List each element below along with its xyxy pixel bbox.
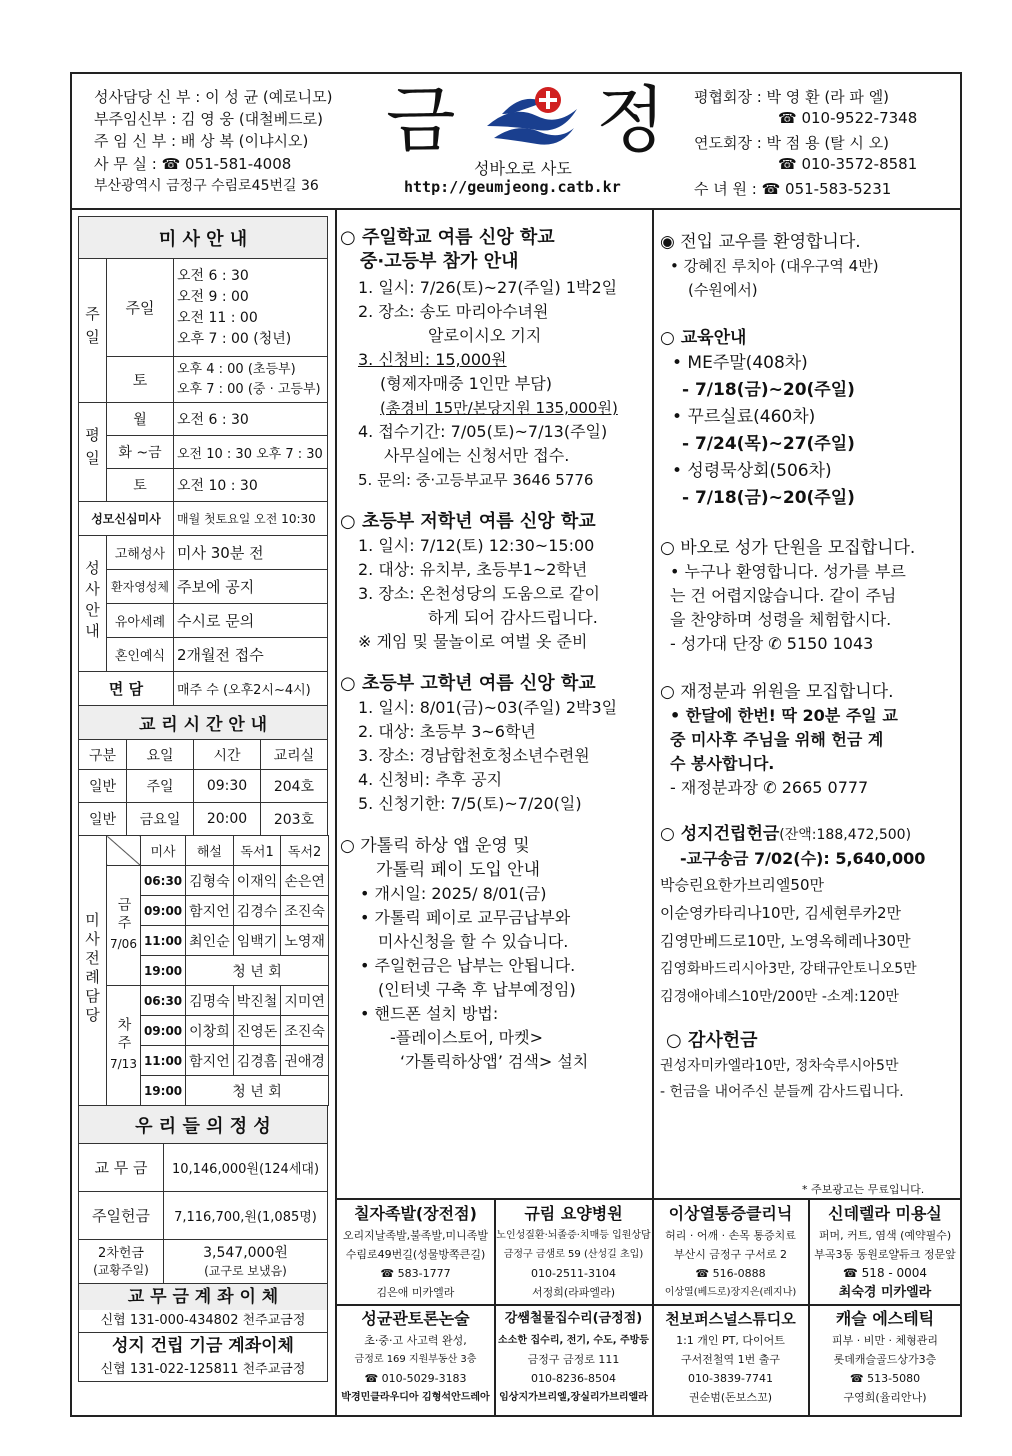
account-title-2: 성지 건립 기금 계좌이체: [112, 1336, 294, 1356]
donor-line: 박승린요한가브리엘50만: [660, 876, 824, 894]
shrine-fund-title-row: [660, 822, 956, 847]
ad-line: 롯데캐슬골드상가3층: [833, 1353, 937, 1366]
saturday-vigil-label: 토: [107, 357, 174, 403]
sunday-times: 오전 6 : 30 오전 9 : 00 오전 11 : 00 오후 7 : 00 (청년): [174, 259, 328, 357]
notice-line: 5. 문의: 중·고등부교무 3646 5776: [358, 471, 594, 489]
duty-header: 독서1: [233, 836, 281, 866]
notice-line: 1. 일시: 7/12(토) 12:30~15:00: [358, 536, 595, 555]
ad-line: ☎ 516-0888: [695, 1267, 766, 1280]
duty-mass-time: 11:00: [140, 1046, 185, 1076]
sacrament-info: 미사 30분 전: [174, 536, 328, 570]
donor-line: - 헌금을 내어주신 분들께 감사드립니다.: [660, 1084, 904, 1100]
upper-elementary-title: ○ 초등부 고학년 여름 신앙 학교: [340, 673, 596, 694]
notice-line: 사무실에는 신청서만 접수.: [384, 446, 570, 465]
counsel-label: 면 담: [79, 672, 174, 706]
notice-line: 3. 신청비: 15,000원: [358, 350, 507, 369]
title-left: 금: [386, 78, 456, 162]
duty-header: 독서2: [281, 836, 329, 866]
catechism-cell: 09:30: [194, 770, 261, 803]
notice-line: • 주일헌금은 납부는 안됩니다.: [360, 956, 576, 975]
duty-person: 조진숙: [281, 896, 329, 926]
finance-title: ○ 재정분과 위원을 모집합니다.: [660, 682, 894, 702]
parish-logo-icon: [482, 84, 582, 154]
weekday-side-label: 평일: [79, 403, 107, 502]
notice-line: ※ 게임 및 물놀이로 여벌 옷 준비: [358, 632, 588, 651]
ad-name: 이상열통증클리닉: [668, 1204, 793, 1223]
notice-line: • 꾸르실료(460차): [672, 407, 816, 427]
notice-line: • 성령묵상회(506차): [672, 461, 832, 481]
ad-name: 강쌤철물집수리(금정점): [504, 1311, 643, 1326]
table-row: [79, 803, 328, 836]
notice-line: 미사신청을 할 수 있습니다.: [378, 932, 569, 951]
header-divider: [72, 208, 960, 210]
ad-line: 구영희(율리안나): [843, 1391, 927, 1404]
notice-line: • 개시일: 2025/ 8/01(금): [360, 884, 547, 903]
ad-line: 서정희(라파엘라): [532, 1286, 615, 1299]
ad-card: [496, 1202, 651, 1302]
ad-line: ☎ 010-5029-3183: [364, 1372, 467, 1385]
legion-president: 연도회장 : 박 점 용 (탈 시 오): [694, 134, 890, 152]
clergy-line-3: 주 임 신 부 : 배 상 복 (이냐시오): [94, 132, 309, 150]
legion-president-phone: ☎ 010-3572-8581: [778, 155, 918, 173]
sacraments-side-label: 성사안내: [79, 536, 107, 672]
next-week-label: 차주 7/13: [107, 986, 141, 1106]
notice-line: -플레이스토어, 마켓>: [390, 1028, 543, 1047]
ad-name: 캐슬 에스테틱: [835, 1309, 935, 1328]
duty-side-label: 미사전례담당: [79, 836, 107, 1106]
notice-line: • 핸드폰 설치 방법:: [360, 1004, 499, 1023]
marian-mass-time: 매월 첫토요일 오전 10:30: [174, 502, 328, 536]
ad-line: 010-2511-3104: [531, 1267, 616, 1280]
ad-card: [654, 1202, 807, 1302]
ad-card: [496, 1307, 651, 1407]
donor-line: 김영만베드로10만, 노영옥헤레나30만: [660, 932, 911, 950]
convent-phone: 수 녀 원 : ☎ 051-583-5231: [694, 180, 892, 198]
duty-person: 김경흠: [233, 1046, 281, 1076]
sacrament-name: 혼인예식: [107, 638, 174, 672]
ad-line: 김은애 미카엘라: [376, 1286, 455, 1299]
duty-mass-time: 11:00: [140, 926, 185, 956]
duty-person: 진영돈: [233, 1016, 281, 1046]
duty-header: 미사: [140, 836, 185, 866]
saturday-time: 오전 10 : 30: [174, 469, 328, 502]
ad-name: 신데렐라 미용실: [828, 1204, 942, 1223]
catechism-header: 구분: [79, 740, 127, 770]
duty-person: 함지언: [186, 896, 234, 926]
offering-title: 우 리 들 의 정 성: [79, 1106, 328, 1144]
notice-line: 는 건 어렵지않습니다. 같이 주님: [670, 586, 897, 605]
notice-line: 2. 대상: 초등부 3~6학년: [358, 722, 536, 741]
clergy-line-2: 부주임신부 : 김 영 웅 (대철베드로): [94, 110, 323, 128]
duty-person: 조진숙: [281, 1016, 329, 1046]
ad-line: 010-3839-7741: [688, 1372, 773, 1385]
duty-person: 이재익: [233, 866, 281, 896]
donor-line: 김경애아녜스10만/200만 -소계:120만: [660, 989, 899, 1005]
summer-school-title-1: ○ 주일학교 여름 신앙 학교: [340, 227, 555, 248]
account-number-2: 신협 131-022-125811 천주교금정: [100, 1362, 306, 1377]
duty-person: 최인순: [186, 926, 234, 956]
ad-line: 노인성질환·뇌졸증·치매등 입원상담: [496, 1230, 651, 1241]
duty-person: 노영재: [281, 926, 329, 956]
catechism-header: 교리실: [260, 740, 327, 770]
donor-line: 권성자미카엘라10만, 정차숙루시아5만: [660, 1058, 899, 1074]
mass-schedule-table: [78, 216, 328, 706]
duty-person: 김명숙: [186, 986, 234, 1016]
hasang-app-title-1: ○ 가톨릭 하상 앱 운영 및: [340, 836, 530, 856]
ad-line: ☎ 513-5080: [849, 1372, 921, 1385]
sunday-side-label: 주일: [79, 259, 107, 403]
shrine-fund-remit: -교구송금 7/02(수): 5,640,000: [680, 849, 926, 868]
saturday-vigil-times: 오후 4 : 00 (초등부) 오후 7 : 00 (중 · 고등부): [174, 357, 328, 403]
duty-header: 해설: [186, 836, 234, 866]
notice-line: 알로이시오 기지: [428, 326, 542, 345]
notice-line: • 가톨릭 페이로 교무금납부와: [360, 908, 571, 927]
sacrament-name: 유아세례: [107, 604, 174, 638]
notice-line: 2. 대상: 유치부, 초등부1~2학년: [358, 560, 588, 579]
catechism-cell: 주일: [127, 770, 194, 803]
shrine-fund-title: ○ 성지건립헌금: [660, 824, 780, 844]
sacrament-info: 수시로 문의: [174, 604, 328, 638]
patron-saint: 성바오로 사도: [474, 159, 572, 178]
ad-card: [654, 1307, 807, 1407]
ad-line: 이상열(베드로)장지은(레지나): [664, 1287, 797, 1298]
welcome-title: ◉ 전입 교우를 환영합니다.: [660, 232, 861, 252]
ad-card: [810, 1202, 960, 1302]
ad-line: 금정구 금샘로 59 (산성길 초입): [503, 1249, 644, 1260]
saturday-label: 토: [107, 469, 174, 502]
notice-line: • 한달에 한번! 딱 20분 주일 교: [670, 706, 898, 725]
notice-line: - 성가대 단장 ✆ 5150 1043: [670, 634, 874, 653]
catechism-title: 교 리 시 간 안 내: [79, 706, 328, 740]
ad-line: 허리 · 어깨 · 손목 통증치료: [665, 1229, 796, 1242]
notice-line: - 7/24(목)~27(주일): [682, 434, 855, 454]
shrine-fund-balance: (잔액:188,472,500): [779, 827, 912, 843]
notice-line: 1. 일시: 7/26(토)~27(주일) 1박2일: [358, 278, 618, 297]
catechism-cell: 일반: [79, 803, 127, 836]
ad-line: 금정구 금정로 111: [527, 1353, 620, 1366]
middle-divider: [652, 208, 654, 1198]
address: 부산광역시 금정구 수림로45번길 36: [94, 178, 319, 194]
notice-line: 수 봉사합니다.: [670, 754, 775, 773]
middle-column: [340, 226, 648, 1074]
monday-time: 오전 6 : 30: [174, 403, 328, 436]
notice-line: 4. 접수기간: 7/05(토)~7/13(주일): [358, 422, 608, 441]
ad-line: 퍼머, 커트, 염색 (예약필수): [818, 1229, 952, 1242]
account-number-1: 신협 131-000-434802 천주교금정: [79, 1310, 327, 1333]
notice-line: 하게 되어 감사드립니다.: [428, 608, 598, 627]
left-column: [78, 216, 328, 1382]
ad-line: 수림로49번길(성물방쪽큰길): [345, 1248, 486, 1261]
sacrament-name: 환자영성체: [107, 570, 174, 604]
ads-middle-divider: [337, 1304, 960, 1306]
ad-card: [338, 1202, 493, 1302]
hasang-app-title-2: 가톨릭 페이 도입 안내: [376, 860, 541, 880]
council-president: 평협회장 : 박 영 환 (라 파 엘): [694, 88, 890, 106]
duty-mass-time: 19:00: [140, 956, 185, 986]
duty-person: 이창희: [186, 1016, 234, 1046]
ad-line: 피부 · 비만 · 체형관리: [832, 1334, 938, 1347]
catechism-cell: 금요일: [127, 803, 194, 836]
notice-line: 중 미사후 주님을 위해 헌금 계: [670, 730, 884, 749]
this-week-label: 금주 7/06: [107, 866, 141, 986]
duty-mass-time: 06:30: [140, 866, 185, 896]
choir-title: ○ 바오로 성가 단원을 모집합니다.: [660, 538, 916, 558]
ad-name: 성균관토론논술: [361, 1309, 470, 1328]
notice-line: • ME주말(408차): [672, 353, 808, 373]
catechism-cell: 일반: [79, 770, 127, 803]
header: [72, 74, 960, 208]
offering-label: 교 무 금: [79, 1144, 164, 1192]
notice-line: ‘가톨릭하상앱’ 검색> 설치: [400, 1052, 589, 1071]
duty-person: 김경수: [233, 896, 281, 926]
notice-line: (수원에서): [688, 281, 758, 299]
youth-group: 청 년 회: [186, 956, 329, 986]
ad-line: 소소한 집수리, 전기, 수도, 주방등: [498, 1335, 649, 1346]
youth-group: 청 년 회: [186, 1076, 329, 1106]
notice-line: - 재정분과장 ✆ 2665 0777: [670, 778, 869, 797]
notice-line: • 강혜진 루치아 (대우구역 4반): [670, 257, 879, 275]
duty-corner: [107, 836, 141, 866]
ad-line: 임상지가브리엘,장실리가브리엘라: [499, 1392, 648, 1403]
duty-person: 박진철: [233, 986, 281, 1016]
summer-school-title-2: 중·고등부 참가 안내: [360, 251, 519, 272]
tue-fri-label: 화 ~금: [107, 436, 174, 469]
duty-mass-time: 19:00: [140, 1076, 185, 1106]
duty-person: 손은연: [281, 866, 329, 896]
donor-line: 이순영카타리나10만, 김세현루카2만: [660, 904, 902, 922]
duty-person: 지미연: [281, 986, 329, 1016]
left-divider: [335, 208, 337, 1415]
ad-line: ☎ 518 - 0004: [842, 1266, 928, 1280]
table-row: [79, 770, 328, 803]
counsel-time: 매주 수 (오후2시~4시): [174, 672, 328, 706]
notice-line: - 7/18(금)~20(주일): [682, 380, 855, 400]
title-right: 정: [596, 78, 666, 162]
offering-table: [78, 1105, 328, 1284]
catechism-cell: 203호: [260, 803, 327, 836]
ad-line: 010-8236-8504: [531, 1372, 616, 1385]
duty-person: 함지언: [186, 1046, 234, 1076]
account-title-1: 교 무 금 계 좌 이 체: [79, 1284, 327, 1310]
notice-line: • 누구나 환영합니다. 성가를 부르: [670, 562, 906, 581]
ad-line: 권순범(돈보스꼬): [689, 1391, 772, 1404]
council-president-phone: ☎ 010-9522-7348: [778, 109, 918, 127]
mass-title: 미 사 안 내: [79, 217, 328, 259]
ad-name: 천보퍼스널스튜디오: [665, 1310, 796, 1328]
ad-line: 구서전철역 1번 출구: [681, 1353, 780, 1366]
duty-mass-time: 09:00: [140, 1016, 185, 1046]
catechism-table: [78, 705, 328, 836]
monday-label: 월: [107, 403, 174, 436]
sacrament-name: 고해성사: [107, 536, 174, 570]
ad-free-note: * 주보광고는 무료입니다.: [802, 1183, 925, 1196]
duty-mass-time: 09:00: [140, 896, 185, 926]
notice-line: - 7/18(금)~20(주일): [682, 488, 855, 508]
ad-line: 최숙경 미카엘라: [838, 1285, 932, 1300]
offering-value: 3,547,000원 (교구로 보냈음): [164, 1240, 328, 1284]
catechism-cell: 204호: [260, 770, 327, 803]
ad-name: 칠자족발(장전점): [354, 1204, 477, 1223]
notice-line: 2. 장소: 송도 마리아수녀원: [358, 302, 549, 321]
education-title: ○ 교육안내: [660, 328, 747, 348]
offering-label: 2차헌금 (교황주일): [79, 1240, 164, 1284]
right-column: [660, 230, 956, 1105]
thanks-offering-title: ○ 감사헌금: [666, 1030, 758, 1051]
notice-line: (형제자매중 1인만 부담): [380, 374, 552, 393]
sacrament-info: 2개월전 접수: [174, 638, 328, 672]
ad-line: 부곡3동 동원로얄듀크 정문앞: [814, 1248, 956, 1261]
notice-line: 3. 장소: 온천성당의 도움으로 같이: [358, 584, 600, 603]
marian-mass-label: 성모신심미사: [79, 502, 174, 536]
ad-line: 박경민클라우디아 김형석안드레아: [341, 1392, 490, 1403]
liturgy-duty-table: [78, 835, 329, 1106]
offering-label: 주일헌금: [79, 1192, 164, 1240]
duty-person: 권애경: [281, 1046, 329, 1076]
ad-line: 오리지날족발,불족발,미니족발: [342, 1229, 489, 1242]
tue-fri-time: 오전 10 : 30 오후 7 : 30: [174, 436, 328, 469]
catechism-header: 시간: [194, 740, 261, 770]
website-url[interactable]: http://geumjeong.catb.kr: [404, 178, 621, 196]
clergy-line-1: 성사담당 신 부 : 이 성 균 (예로니모): [94, 88, 333, 106]
duty-person: 김형숙: [186, 866, 234, 896]
notice-line: 4. 신청비: 추후 공지: [358, 770, 503, 789]
ads-top-divider: [337, 1198, 960, 1200]
notice-line: (인터넷 구축 후 납부예정임): [378, 980, 576, 999]
ad-card: [810, 1307, 960, 1407]
offering-value: 7,116,700,원(1,085명): [164, 1192, 328, 1240]
notice-line: 5. 신청기한: 7/5(토)~7/20(일): [358, 794, 582, 813]
office-phone: 사 무 실 : ☎ 051-581-4008: [94, 155, 292, 173]
offering-value: 10,146,000원(124세대): [164, 1144, 328, 1192]
sacrament-info: 주보에 공지: [174, 570, 328, 604]
ad-line: 1:1 개인 PT, 다이어트: [676, 1334, 785, 1347]
accounts: [78, 1284, 328, 1382]
ad-card: [338, 1307, 493, 1407]
catechism-header: 요일: [127, 740, 194, 770]
ad-line: 부산시 금정구 구서로 2: [673, 1248, 788, 1261]
duty-mass-time: 06:30: [140, 986, 185, 1016]
notice-line: 1. 일시: 8/01(금)~03(주일) 2박3일: [358, 698, 618, 717]
catechism-cell: 20:00: [194, 803, 261, 836]
notice-line: 3. 장소: 경남합천호청소년수련원: [358, 746, 590, 765]
ad-line: 금정로 169 지원부동산 3층: [354, 1354, 477, 1365]
ad-line: 초·중·고 사고력 완성,: [364, 1334, 467, 1347]
sunday-label: 주일: [107, 259, 174, 357]
lower-elementary-title: ○ 초등부 저학년 여름 신앙 학교: [340, 511, 596, 532]
duty-person: 임백기: [233, 926, 281, 956]
donor-line: 김영화바드리시아3만, 강태규안토니오5만: [660, 961, 917, 977]
ad-name: 규림 요양병원: [524, 1204, 623, 1223]
notice-line: 을 찬양하며 성령을 체험합시다.: [670, 610, 892, 629]
notice-line: (총경비 15만/본당지원 135,000원): [380, 399, 618, 417]
ad-line: ☎ 583-1777: [380, 1267, 451, 1280]
